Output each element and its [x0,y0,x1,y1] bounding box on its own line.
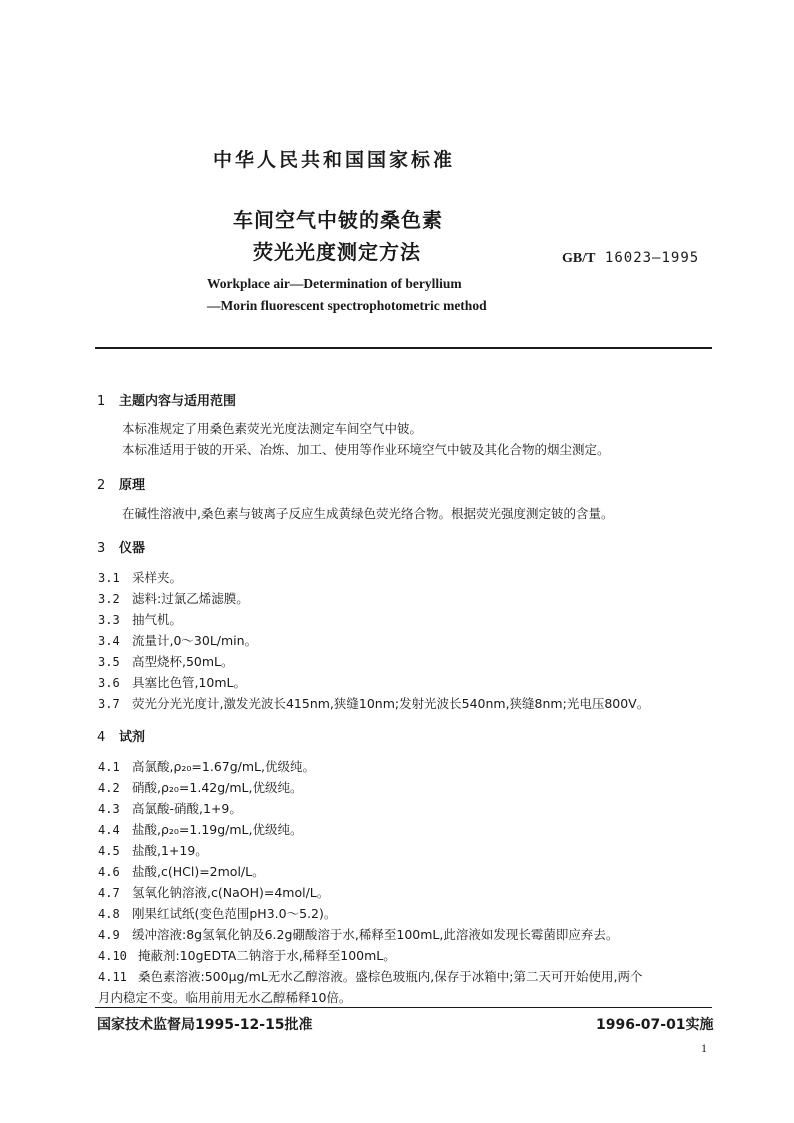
list-item [98,883,329,901]
item-text: 盐酸,ρ₂₀=1.19g/mL,优级纯。 [132,822,303,837]
item-number: 4.5 [98,844,120,858]
item-text: 桑色素溶液:500μg/mL无水乙醇溶液。盛棕色玻瓶内,保存于冰箱中;第二天可开始使用,两个 [138,969,643,984]
item-number: 3.3 [98,613,120,627]
national-standard-heading: 中华人民共和国国家标准 [213,149,456,171]
item-text: 荧光分光光度计,激发光波长415nm,狭缝10nm;发射光波长540nm,狭缝8nm;光电压800V。 [132,696,650,711]
section-title: 试剂 [119,730,146,745]
paragraph: 在碱性溶液中,桑色素与铍离子反应生成黄绿色荧光络合物。根据荧光强度测定铍的含量。 [122,506,614,521]
list-item [98,778,303,796]
section-title: 原理 [119,478,146,493]
list-item [98,757,315,775]
paragraph: 本标准适用于铍的开采、冶炼、加工、使用等作业环境空气中铍及其化合物的烟尘测定。 [122,442,610,457]
list-item [98,904,336,922]
item-number: 4.6 [98,865,120,879]
section-heading-2 [97,474,145,493]
item-number: 4.10 [98,949,127,963]
section-title: 仪器 [119,541,146,556]
list-item [98,946,396,964]
item-number: 4.4 [98,823,120,837]
item-text: 具塞比色管,10mL。 [132,675,247,690]
document-title-line-2: 荧光光度测定方法 [253,240,421,264]
list-item [98,652,234,670]
item-text: 氢氧化钠溶液,c(NaOH)=4mol/L。 [132,885,330,900]
item-text: 月内稳定不变。临用前用无水乙醇稀释10倍。 [98,990,352,1005]
section-title: 主题内容与适用范围 [119,394,237,409]
paragraph: 本标准规定了用桑色素荧光光度法测定车间空气中铍。 [122,421,423,436]
list-item [98,568,182,586]
item-number: 3.7 [98,697,120,711]
item-number: 4.7 [98,886,120,900]
list-item [98,862,265,880]
list-item [98,841,208,859]
item-number: 3.4 [98,634,120,648]
list-item [98,925,618,943]
english-title-line-1: Workplace air—Determination of beryllium [207,276,462,291]
section-number: 3 [97,541,106,556]
section-number: 4 [97,730,106,745]
section-heading-1 [97,390,236,409]
item-text: 高氯酸-硝酸,1+9。 [132,801,242,816]
section-number: 2 [97,478,106,493]
standard-code-number: 16023—1995 [604,250,700,266]
item-text: 高氯酸,ρ₂₀=1.67g/mL,优级纯。 [132,759,315,774]
standard-code [562,250,699,267]
item-text: 盐酸,c(HCl)=2mol/L。 [132,864,265,879]
item-text: 缓冲溶液:8g氢氧化钠及6.2g硼酸溶于水,稀释至100mL,此溶液如发现长霉菌即应弃去。 [132,927,619,942]
item-number: 3.5 [98,655,120,669]
list-item-continuation [98,988,351,1006]
item-number: 3.2 [98,592,120,606]
list-item [98,820,303,838]
item-text: 抽气机。 [132,612,183,627]
item-number: 4.11 [98,970,127,984]
item-text: 流量计,0～30L/min。 [132,633,258,648]
header-divider [95,347,712,349]
item-text: 硝酸,ρ₂₀=1.42g/mL,优级纯。 [132,780,303,795]
item-number: 4.8 [98,907,120,921]
page-number: 1 [701,1041,707,1055]
standard-code-prefix: GB/T [562,251,596,266]
item-number: 3.6 [98,676,120,690]
list-item [98,967,642,985]
approval-date: 国家技术监督局1995-12-15批准 [97,1017,313,1033]
item-number: 4.1 [98,760,120,774]
document-title-line-1: 车间空气中铍的桑色素 [233,208,443,232]
footer-divider [95,1007,712,1008]
list-item [98,694,649,712]
list-item [98,589,249,607]
item-number: 4.3 [98,802,120,816]
section-heading-3 [97,537,145,556]
list-item [98,673,246,691]
item-number: 4.9 [98,928,120,942]
section-heading-4 [97,726,145,745]
list-item [98,799,242,817]
item-text: 采样夹。 [132,570,183,585]
list-item [98,610,182,628]
list-item [98,631,257,649]
item-number: 4.2 [98,781,120,795]
item-text: 滤料:过氯乙烯滤膜。 [132,591,249,606]
effective-date: 1996-07-01实施 [596,1017,714,1033]
item-text: 盐酸,1+19。 [132,843,208,858]
item-text: 掩蔽剂:10gEDTA二钠溶于水,稀释至100mL。 [138,948,396,963]
item-text: 高型烧杯,50mL。 [132,654,234,669]
item-number: 3.1 [98,571,120,585]
english-title-line-2: —Morin fluorescent spectrophotometric method [207,298,487,313]
section-number: 1 [97,394,106,409]
item-text: 刚果红试纸(变色范围pH3.0～5.2)。 [132,906,337,921]
